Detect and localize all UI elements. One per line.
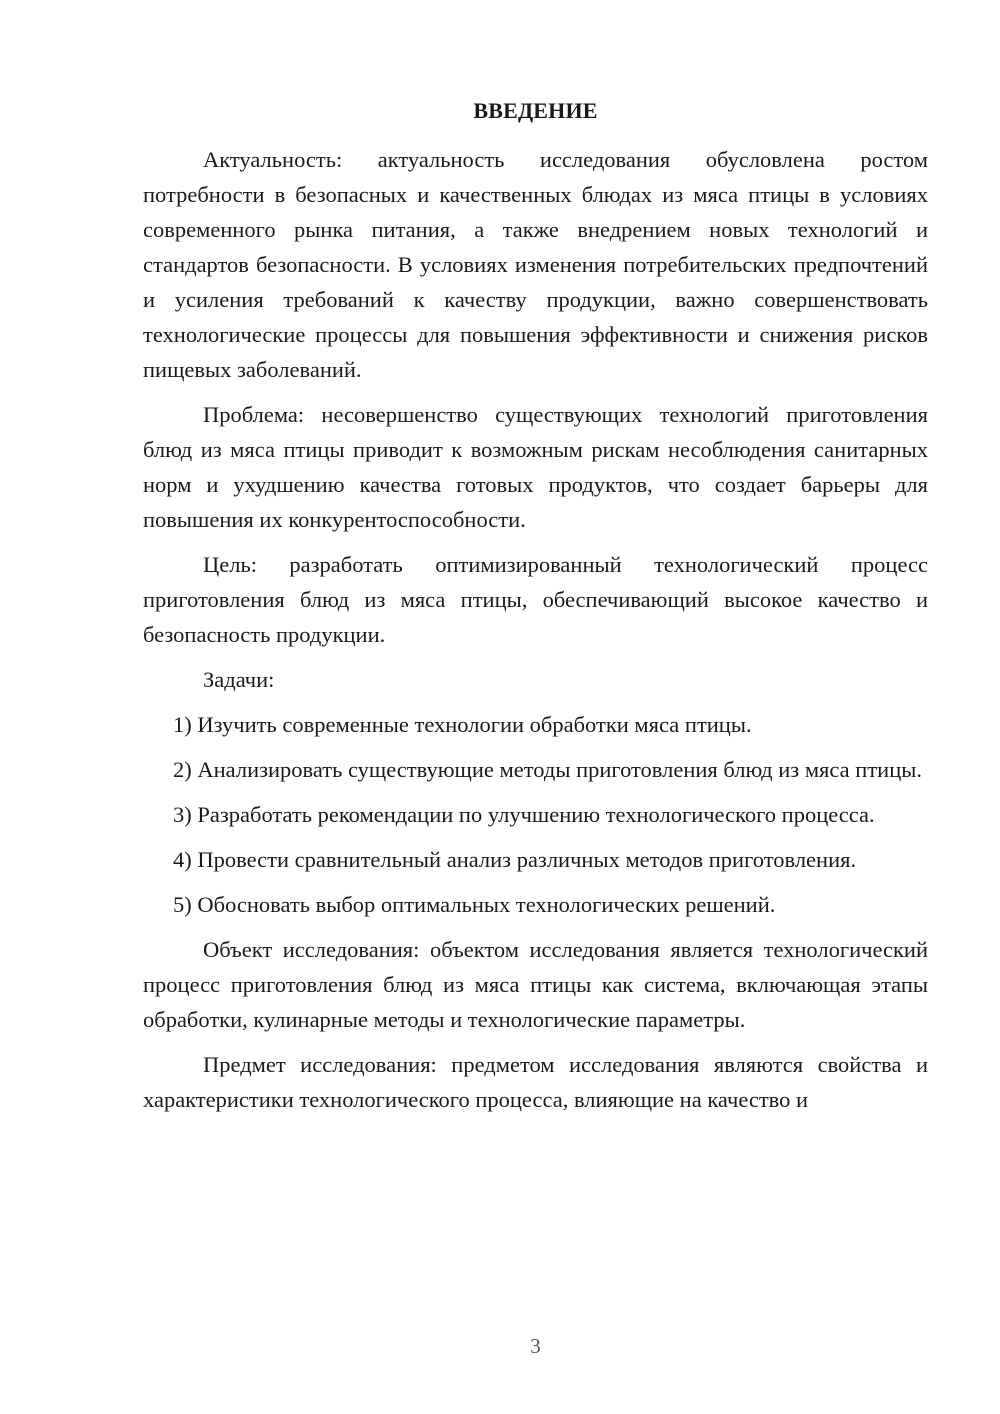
paragraph-subject: Предмет исследования: предметом исследования являются свойства и характеристики технологического процесса, влияющие на качество и	[143, 1052, 928, 1112]
document-page	[143, 0, 928, 1414]
list-item: 1) Изучить современные технологии обработки мяса птицы.	[173, 712, 752, 737]
paragraph-relevance: Актуальность: актуальность исследования обусловлена ростом потребности в безопасных и качественных блюдах из мяса птицы в условиях современного рынка питания, а также внедрением новых технологий и стандартов безопасности. В условиях изменения потребительских предпочтений и усиления требований к качеству продукции, важно совершенствовать технологические процессы для повышения эффективности и снижения рисков пищевых заболеваний.	[143, 147, 928, 382]
list-item: 5) Обосновать выбор оптимальных технологических решений.	[173, 892, 776, 917]
paragraph-goal: Цель: разработать оптимизированный технологический процесс приготовления блюд из мяса птицы, обеспечивающий высокое качество и безопасность продукции.	[143, 552, 928, 647]
list-item: 3) Разработать рекомендации по улучшению технологического процесса.	[173, 802, 875, 827]
page-title: ВВЕДЕНИЕ	[473, 98, 598, 123]
paragraph-problem: Проблема: несовершенство существующих технологий приготовления блюд из мяса птицы приводит к возможным рискам несоблюдения санитарных норм и ухудшению качества готовых продуктов, что создает барьеры для повышения их конкурентоспособности.	[143, 402, 928, 532]
paragraph-tasks-heading: Задачи:	[203, 667, 275, 692]
list-item: 4) Провести сравнительный анализ различных методов приготовления.	[173, 847, 857, 872]
page-number: 3	[530, 1334, 541, 1358]
list-item: 2) Анализировать существующие методы приготовления блюд из мяса птицы.	[173, 757, 922, 782]
document-body	[143, 142, 928, 1127]
paragraph-object: Объект исследования: объектом исследования является технологический процесс приготовления блюд из мяса птицы как система, включающая этапы обработки, кулинарные методы и технологические параметры.	[143, 937, 928, 1032]
